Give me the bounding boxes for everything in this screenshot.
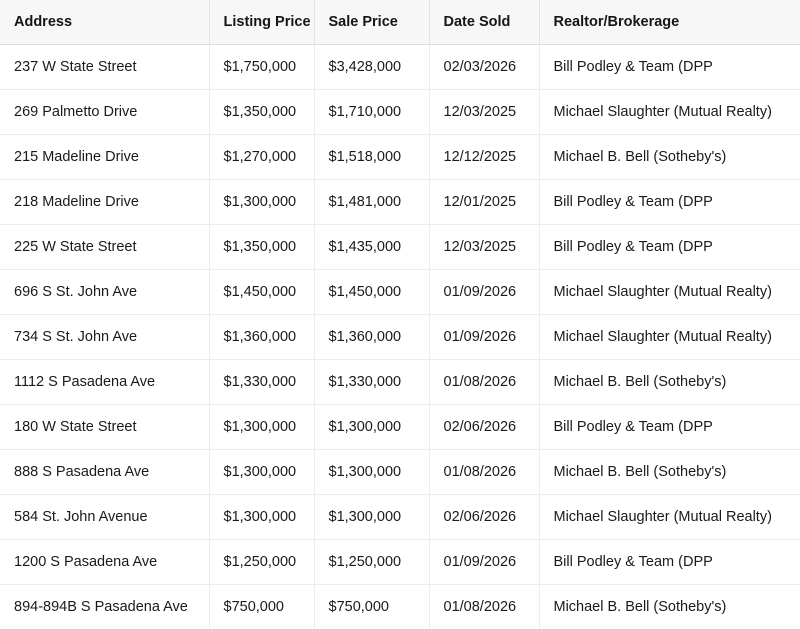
cell-date-sold: 02/06/2026 (429, 495, 539, 540)
cell-sale-price: $1,250,000 (314, 540, 429, 585)
cell-sale-price: $1,330,000 (314, 360, 429, 405)
cell-realtor: Michael Slaughter (Mutual Realty) (539, 495, 800, 540)
table-row[interactable] (0, 90, 800, 135)
cell-listing-price: $1,270,000 (209, 135, 314, 180)
column-header-date-sold[interactable]: Date Sold (429, 0, 539, 45)
cell-address: 225 W State Street (0, 225, 209, 270)
table-row[interactable] (0, 315, 800, 360)
cell-sale-price: $1,450,000 (314, 270, 429, 315)
cell-listing-price: $1,750,000 (209, 45, 314, 90)
cell-realtor: Michael B. Bell (Sotheby's) (539, 135, 800, 180)
cell-date-sold: 01/09/2026 (429, 270, 539, 315)
table-header-row (0, 0, 800, 45)
cell-date-sold: 01/09/2026 (429, 540, 539, 585)
table-row[interactable] (0, 495, 800, 540)
table-row[interactable] (0, 450, 800, 495)
cell-address: 888 S Pasadena Ave (0, 450, 209, 495)
cell-sale-price: $1,300,000 (314, 495, 429, 540)
column-header-realtor[interactable]: Realtor/Brokerage (539, 0, 800, 45)
cell-date-sold: 02/03/2026 (429, 45, 539, 90)
cell-listing-price: $1,350,000 (209, 225, 314, 270)
table-row[interactable] (0, 270, 800, 315)
cell-sale-price: $1,360,000 (314, 315, 429, 360)
cell-realtor: Bill Podley & Team (DPP (539, 540, 800, 585)
cell-date-sold: 01/09/2026 (429, 315, 539, 360)
cell-address: 1200 S Pasadena Ave (0, 540, 209, 585)
cell-sale-price: $1,481,000 (314, 180, 429, 225)
cell-sale-price: $1,300,000 (314, 405, 429, 450)
table-row[interactable] (0, 225, 800, 270)
cell-address: 180 W State Street (0, 405, 209, 450)
cell-date-sold: 12/03/2025 (429, 225, 539, 270)
cell-realtor: Bill Podley & Team (DPP (539, 45, 800, 90)
cell-address: 1112 S Pasadena Ave (0, 360, 209, 405)
cell-sale-price: $1,710,000 (314, 90, 429, 135)
table-row[interactable] (0, 405, 800, 450)
cell-realtor: Bill Podley & Team (DPP (539, 180, 800, 225)
cell-realtor: Bill Podley & Team (DPP (539, 405, 800, 450)
cell-address: 894-894B S Pasadena Ave (0, 585, 209, 629)
cell-realtor: Michael B. Bell (Sotheby's) (539, 360, 800, 405)
cell-date-sold: 12/03/2025 (429, 90, 539, 135)
cell-realtor: Michael Slaughter (Mutual Realty) (539, 315, 800, 360)
cell-realtor: Michael Slaughter (Mutual Realty) (539, 90, 800, 135)
cell-realtor: Michael Slaughter (Mutual Realty) (539, 270, 800, 315)
cell-sale-price: $1,518,000 (314, 135, 429, 180)
table-row[interactable] (0, 540, 800, 585)
table-row[interactable] (0, 45, 800, 90)
table-header (0, 0, 800, 45)
table-row[interactable] (0, 180, 800, 225)
cell-listing-price: $1,300,000 (209, 495, 314, 540)
cell-address: 696 S St. John Ave (0, 270, 209, 315)
cell-listing-price: $1,350,000 (209, 90, 314, 135)
cell-listing-price: $1,300,000 (209, 405, 314, 450)
cell-address: 734 S St. John Ave (0, 315, 209, 360)
cell-date-sold: 12/01/2025 (429, 180, 539, 225)
cell-date-sold: 01/08/2026 (429, 450, 539, 495)
column-header-sale-price[interactable]: Sale Price (314, 0, 429, 45)
cell-listing-price: $1,450,000 (209, 270, 314, 315)
cell-realtor: Bill Podley & Team (DPP (539, 225, 800, 270)
table-row[interactable] (0, 360, 800, 405)
cell-sale-price: $750,000 (314, 585, 429, 629)
cell-listing-price: $1,300,000 (209, 450, 314, 495)
cell-date-sold: 01/08/2026 (429, 360, 539, 405)
cell-sale-price: $3,428,000 (314, 45, 429, 90)
cell-realtor: Michael B. Bell (Sotheby's) (539, 585, 800, 629)
cell-address: 584 St. John Avenue (0, 495, 209, 540)
table-row[interactable] (0, 585, 800, 629)
cell-date-sold: 02/06/2026 (429, 405, 539, 450)
column-header-listing-price[interactable]: Listing Price (209, 0, 314, 45)
cell-address: 218 Madeline Drive (0, 180, 209, 225)
cell-date-sold: 12/12/2025 (429, 135, 539, 180)
table-row[interactable] (0, 135, 800, 180)
cell-listing-price: $1,300,000 (209, 180, 314, 225)
table-body (0, 45, 800, 629)
cell-listing-price: $1,330,000 (209, 360, 314, 405)
cell-realtor: Michael B. Bell (Sotheby's) (539, 450, 800, 495)
cell-sale-price: $1,300,000 (314, 450, 429, 495)
cell-address: 269 Palmetto Drive (0, 90, 209, 135)
cell-listing-price: $1,250,000 (209, 540, 314, 585)
column-header-address[interactable]: Address (0, 0, 209, 45)
cell-date-sold: 01/08/2026 (429, 585, 539, 629)
cell-listing-price: $750,000 (209, 585, 314, 629)
cell-address: 237 W State Street (0, 45, 209, 90)
cell-listing-price: $1,360,000 (209, 315, 314, 360)
cell-address: 215 Madeline Drive (0, 135, 209, 180)
cell-sale-price: $1,435,000 (314, 225, 429, 270)
